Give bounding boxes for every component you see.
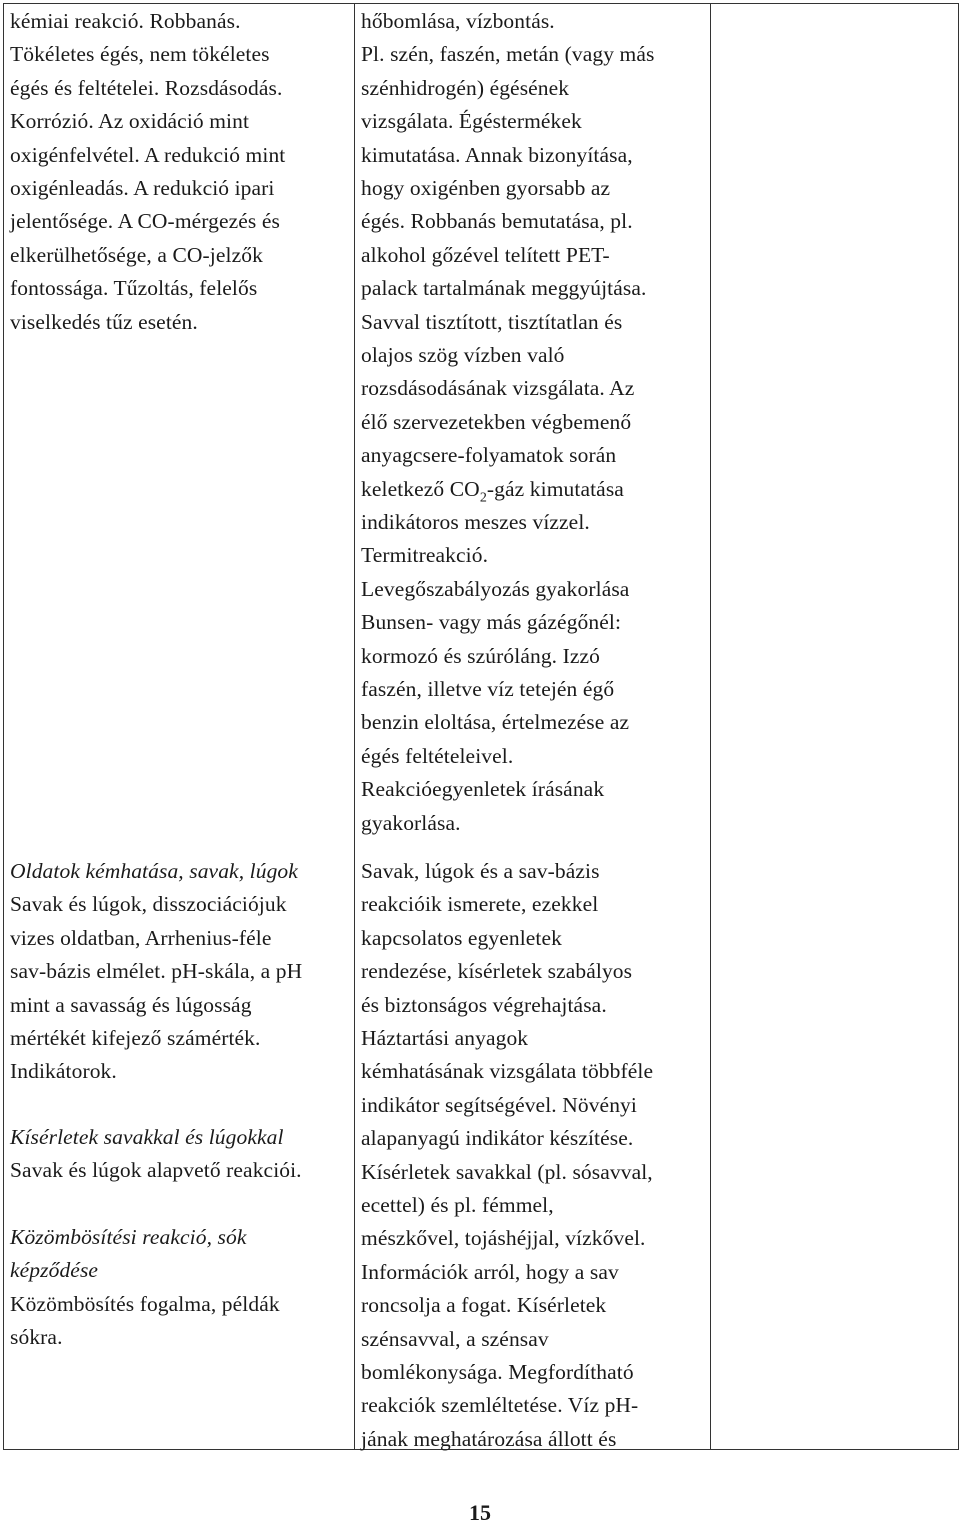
activity-line: égés feltételeivel.	[361, 743, 514, 768]
activity-line: kapcsolatos egyenletek	[361, 925, 563, 950]
topic-line: égés és feltételei. Rozsdásodás.	[10, 75, 283, 100]
activity-line: hőbomlása, vízbontás.	[361, 9, 555, 33]
activity-line: bomlékonysága. Megfordítható	[361, 1360, 634, 1384]
activity-line: olajos szög vízben való	[361, 343, 565, 367]
section-heading: Kísérletek savakkal és lúgokkal	[10, 1125, 284, 1149]
activity-line: Bunsen- vagy más gázégőnél:	[361, 610, 622, 635]
activity-line: Pl. szén, faszén, metán (vagy más	[361, 42, 655, 67]
activity-line: mészkővel, tojáshéjjal, vízkővel.	[361, 1226, 646, 1251]
activity-line: Savval tisztított, tisztítatlan és	[361, 309, 623, 334]
activity-line: kormozó és szúróláng. Izzó	[361, 643, 601, 668]
curriculum-table	[3, 3, 959, 1450]
activity-line: reakciók szemléltetése. Víz pH-	[361, 1393, 639, 1418]
topic-line: Közömbösítés fogalma, példák	[10, 1291, 280, 1316]
activity-line: indikátoros meszes vízzel.	[361, 510, 590, 534]
activity-line: szénsavval, a szénsav	[361, 1326, 549, 1351]
activity-line: gyakorlása.	[361, 810, 461, 835]
activity-line: rendezése, kísérletek szabályos	[361, 959, 633, 984]
topic-line: fontossága. Tűzoltás, felelős	[10, 276, 258, 301]
section-heading: képződése	[10, 1258, 99, 1283]
activity-line: égés. Robbanás bemutatása, pl.	[361, 209, 633, 234]
topic-line: jelentősége. A CO-mérgezés és	[10, 209, 280, 234]
topic-line: Savak és lúgok, disszociációjuk	[10, 892, 287, 917]
activity-line: indikátor segítségével. Növényi	[361, 1092, 637, 1117]
activity-line: Reakcióegyenletek írásának	[361, 777, 605, 802]
topic-line: Korrózió. Az oxidáció mint	[10, 109, 250, 134]
activity-line: kimutatása. Annak bizonyítása,	[361, 142, 633, 167]
activity-line: hogy oxigénben gyorsabb az	[361, 176, 611, 200]
activity-line: élő szervezetekben végbemenő	[361, 409, 632, 434]
topic-line: mint a savasság és lúgosság	[10, 992, 252, 1017]
activity-line: Savak, lúgok és a sav-bázis	[361, 859, 600, 883]
topic-line: oxigénleadás. A redukció ipari	[10, 176, 275, 200]
activity-line: ecettel) és pl. fémmel,	[361, 1193, 554, 1217]
activity-line: és biztonságos végrehajtása.	[361, 992, 607, 1017]
topic-line: kémiai reakció. Robbanás.	[10, 9, 241, 33]
activity-line: reakcióik ismerete, ezekkel	[361, 892, 599, 917]
activity-line: Háztartási anyagok	[361, 1026, 529, 1050]
section-heading: Oldatok kémhatása, savak, lúgok	[10, 859, 298, 883]
activity-line: rozsdásodásának vizsgálata. Az	[361, 376, 635, 401]
co2-text: keletkező CO	[361, 476, 480, 501]
activity-line: faszén, illetve víz tetején égő	[361, 677, 615, 701]
table-column-topics	[4, 4, 355, 1449]
activity-line: Információk arról, hogy a sav	[361, 1259, 619, 1284]
page-number: 15	[469, 1500, 491, 1525]
activity-line: jának meghatározása állott és	[361, 1426, 617, 1451]
topic-line: Savak és lúgok alapvető reakciói.	[10, 1158, 302, 1183]
topic-line: sókra.	[10, 1325, 63, 1350]
activity-line: alkohol gőzével telített PET-	[361, 242, 610, 267]
table-column-activities	[355, 4, 711, 1449]
activity-line: roncsolja a fogat. Kísérletek	[361, 1293, 607, 1318]
section-heading: Közömbösítési reakció, sók	[10, 1225, 247, 1249]
activity-line: szénhidrogén) égésének	[361, 75, 570, 100]
activity-line: Kísérletek savakkal (pl. sósavval,	[361, 1159, 653, 1184]
topic-line: mértékét kifejező számérték.	[10, 1026, 261, 1050]
table-column-notes	[711, 4, 958, 1449]
activity-line: alapanyagú indikátor készítése.	[361, 1126, 634, 1151]
topic-line: oxigénfelvétel. A redukció mint	[10, 142, 286, 167]
co2-subscript: 2	[479, 489, 487, 505]
activity-line: palack tartalmának meggyújtása.	[361, 276, 647, 301]
topic-line: Tökéletes égés, nem tökéletes	[10, 42, 270, 67]
activity-line: benzin eloltása, értelmezése az	[361, 710, 630, 735]
topic-line: sav-bázis elmélet. pH-skála, a pH	[10, 959, 303, 984]
topic-line: viselkedés tűz esetén.	[10, 309, 198, 334]
co2-text-after: -gáz kimutatása	[486, 476, 624, 501]
topic-line: elkerülhetősége, a CO-jelzők	[10, 242, 263, 267]
topic-line: vizes oldatban, Arrhenius-féle	[10, 925, 272, 950]
activity-line: Termitreakció.	[361, 543, 489, 568]
activity-line: Levegőszabályozás gyakorlása	[361, 576, 630, 601]
topic-line: Indikátorok.	[10, 1059, 117, 1084]
activity-line: vizsgálata. Égéstermékek	[361, 109, 582, 134]
activity-line: kémhatásának vizsgálata többféle	[361, 1059, 654, 1084]
activity-line: anyagcsere-folyamatok során	[361, 443, 617, 468]
